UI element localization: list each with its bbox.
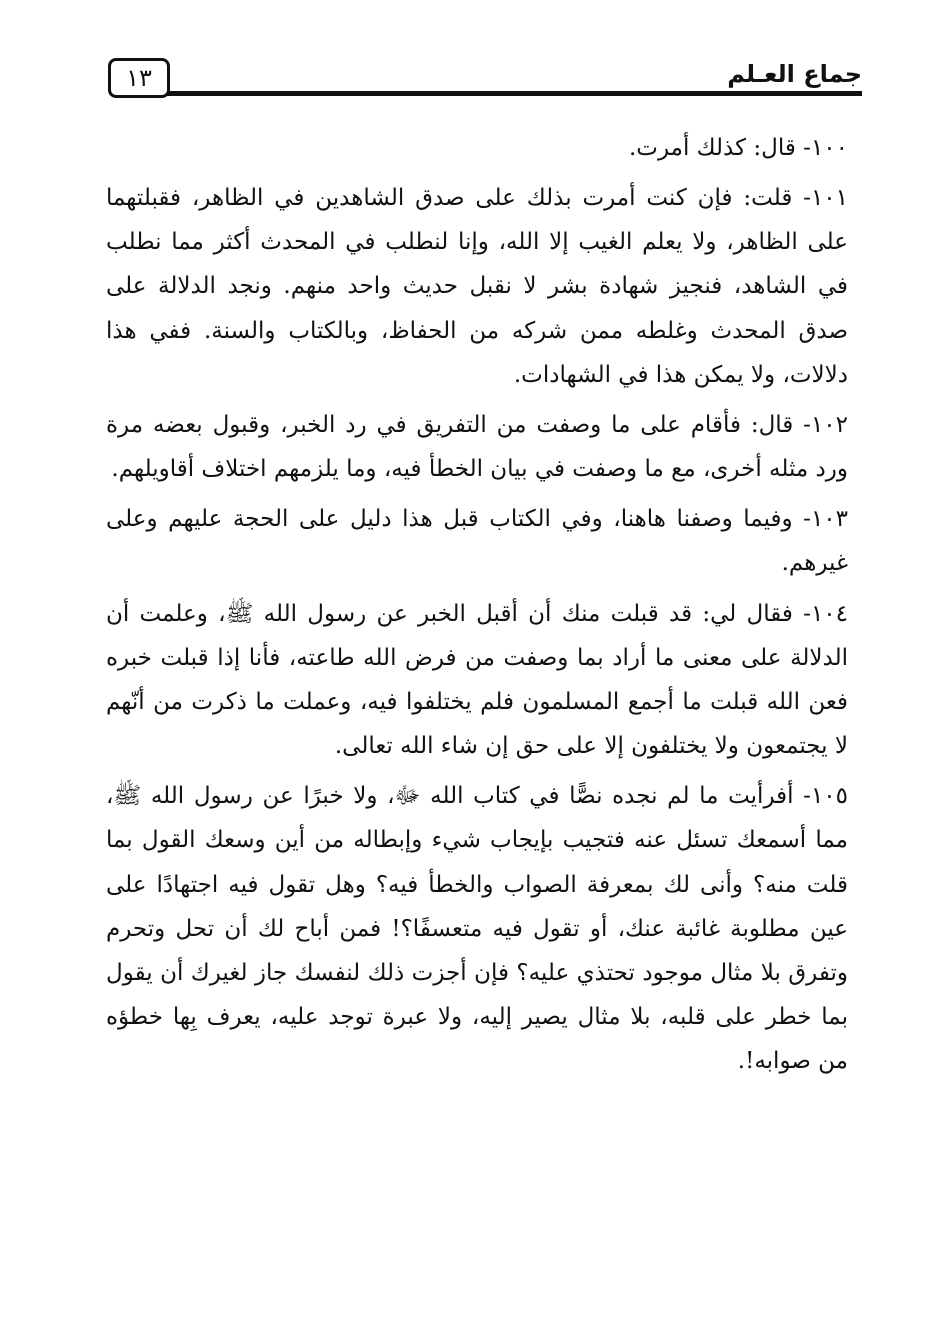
paragraph-101: ١٠١- قلت: فإن كنت أمرت بذلك على صدق الشاهدين في الظاهر، فقبلتهما على الظاهر، ولا يعلم الغيب إلا الله، وإنا لنطلب في المحدث أكثر مما نطلب في الشاهد، فنجيز شهادة بشر لا نقبل حديث واحد منهم. ونجد الدلالة على صدق المحدث وغلطه ممن شركه من الحفاظ، وبالكتاب والسنة. ففي هذا دلالات، ولا يمكن هذا في الشهادات. <box>106 185 848 388</box>
page-number: ١٣ <box>108 58 170 98</box>
paragraph-102: ١٠٢- قال: فأقام على ما وصفت من التفريق في رد الخبر، وقبول بعضه مرة ورد مثله أخرى، مع ما وصفت في بيان الخطأ فيه، وما يلزمهم اختلاف أقاويلهم. <box>106 411 848 483</box>
page-body <box>106 126 848 1089</box>
paragraph-105: ١٠٥- أفرأيت ما لم نجده نصًّا في كتاب الله ﷻ، ولا خبرًا عن رسول الله ﷺ، مما أسمعك تسئل عنه فتجيب بإيجاب شيء وإبطاله من أين وسعك القول بما قلت منه؟ وأنى لك بمعرفة الصواب والخطأ فيه؟ وهل تقول فيه اجتهادًا على عين مطلوبة غائبة عنك، أو تقول فيه متعسفًا؟! فمن أباح لك أن تحل وتحرم وتفرق بلا مثال موجود تحتذي عليه؟ فإن أجزت ذلك لنفسك جاز لغيرك أن يقول بما خطر على قلبه، بلا مثال يصير إليه، ولا عبرة توجد عليه، يعرف بِها خطؤه من صوابه!. <box>106 783 848 1075</box>
paragraph-100: ١٠٠- قال: كذلك أمرت. <box>628 135 848 161</box>
running-header <box>106 58 862 106</box>
book-title: جماع العـلم <box>727 60 862 88</box>
paragraph-104: ١٠٤- فقال لي: قد قبلت منك أن أقبل الخبر عن رسول الله ﷺ، وعلمت أن الدلالة على معنى ما أراد بما وصفت من فرض الله طاعته، فأنا إذا قبلت خبره فعن الله قبلت ما أجمع المسلمون فلم يختلفوا فيه، وعملت ما ذكرت من أنّهم لا يجتمعون ولا يختلفون إلا على حق إن شاء الله تعالى. <box>106 600 848 760</box>
header-rule <box>166 91 862 96</box>
paragraph-103: ١٠٣- وفيما وصفنا هاهنا، وفي الكتاب قبل هذا دليل على الحجة عليهم وعلى غيرهم. <box>106 506 848 577</box>
